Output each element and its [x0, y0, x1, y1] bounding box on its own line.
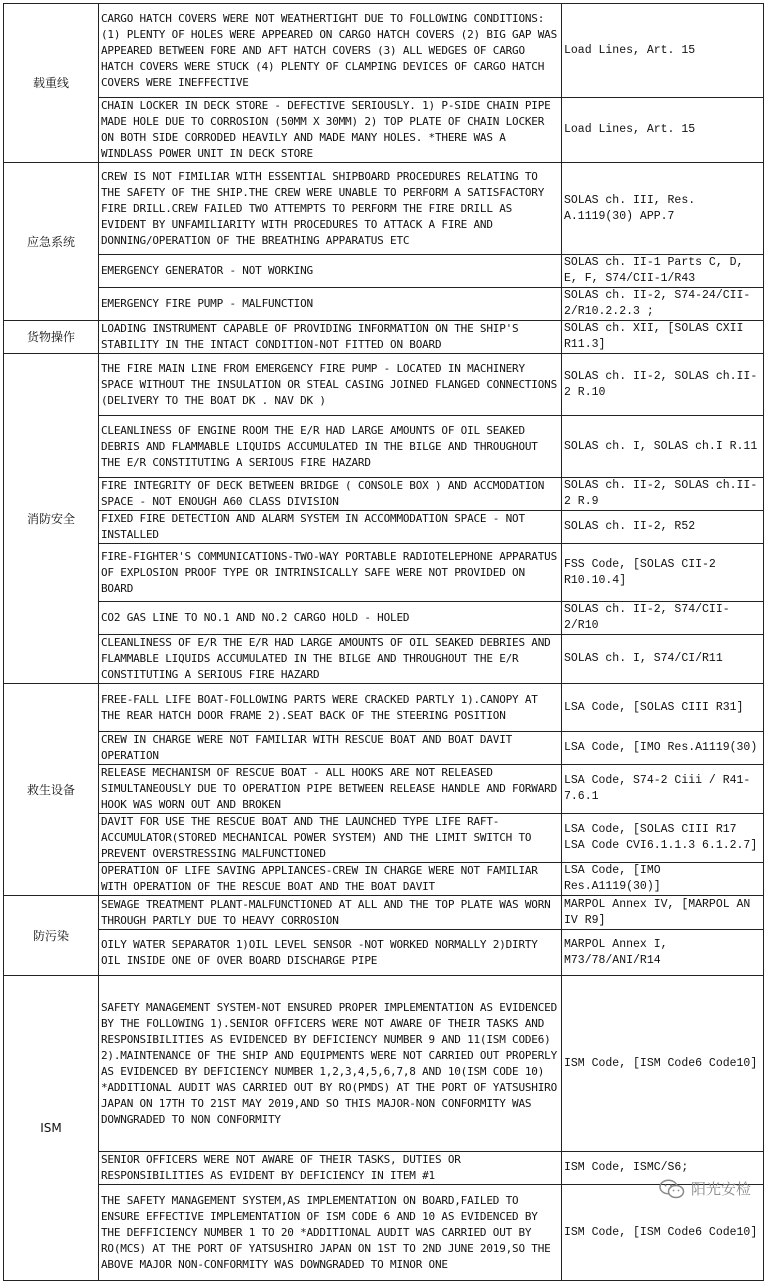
convention-reference: Load Lines, Art. 15: [562, 4, 764, 98]
convention-reference: SOLAS ch. I, S74/CI/R11: [562, 635, 764, 684]
deficiency-description: CREW IN CHARGE WERE NOT FAMILIAR WITH RESCUE BOAT AND BOAT DAVIT OPERATION: [99, 732, 562, 765]
deficiency-table: [3, 3, 764, 1281]
deficiency-description: SAFETY MANAGEMENT SYSTEM-NOT ENSURED PROPER IMPLEMENTATION AS EVIDENCED BY THE FOLLOWING 1).SENIOR OFFICERS WERE NOT AWARE OF THEIR TASKS AND RESPONSIBILITIES AS EVIDENCED BY DEFICIENCY NUMBER 9 AND 11(ISM CODE6) 2).MAINTENANCE OF THE SHIP AND EQUIPMENTS WERE NOT CARRIED OUT PROPERLY AS EVIDENCED BY DEFICIENCY NUMBER 1,2,3,4,5,6,7,8 AND 10(ISM CODE 10) *ADDITIONAL AUDIT WAS CARRIED OUT BY RO(PMDS) AT THE PORT OF YATSUSHIRO JAPAN ON 17TH TO 21ST MAY 2019,AND SO THIS MAJOR-NON CONFORMITY WAS DOWNGRADED TO NON CONFORMITY: [99, 976, 562, 1152]
convention-reference: Load Lines, Art. 15: [562, 98, 764, 163]
table-row: [4, 732, 764, 765]
table-row: [4, 288, 764, 321]
convention-reference: LSA Code, [IMO Res.A1119(30): [562, 732, 764, 765]
convention-reference: SOLAS ch. XII, [SOLAS CXII R11.3]: [562, 321, 764, 354]
category-cell: 应急系统: [4, 163, 99, 321]
deficiency-description: FIRE-FIGHTER'S COMMUNICATIONS-TWO-WAY PORTABLE RADIOTELEPHONE APPARATUS OF EXPLOSION PROOF TYPE OR INTRINSICALLY SAFE WERE NOT PROVIDED ON BOARD: [99, 544, 562, 602]
deficiency-description: THE FIRE MAIN LINE FROM EMERGENCY FIRE PUMP - LOCATED IN MACHINERY SPACE WITHOUT THE INSULATION OR STEAL CASING JOINED FLANGED CONNECTIONS (DELIVERY TO THE BOAT DK . NAV DK ): [99, 354, 562, 416]
table-row: [4, 976, 764, 1152]
watermark-text: 阳光安检: [690, 1180, 751, 1198]
deficiency-description: RELEASE MECHANISM OF RESCUE BOAT - ALL HOOKS ARE NOT RELEASED SIMULTANEOUSLY DUE TO OPERATION PIPE BETWEEN RELEASE HANDLE AND FORWARD HOOK WAS WORN OUT AND BROKEN: [99, 765, 562, 814]
category-cell: 货物操作: [4, 321, 99, 354]
table-row: [4, 354, 764, 416]
deficiency-description: EMERGENCY FIRE PUMP - MALFUNCTION: [99, 288, 562, 321]
convention-reference: LSA Code, [SOLAS CIII R31]: [562, 684, 764, 732]
deficiency-description: FREE-FALL LIFE BOAT-FOLLOWING PARTS WERE CRACKED PARTLY 1).CANOPY AT THE REAR HATCH DOOR FRAME 2).SEAT BACK OF THE STEERING POSITION: [99, 684, 562, 732]
table-row: [4, 896, 764, 930]
convention-reference: SOLAS ch. II-2, S74/CII-2/R10: [562, 602, 764, 635]
deficiency-description: CO2 GAS LINE TO NO.1 AND NO.2 CARGO HOLD - HOLED: [99, 602, 562, 635]
wechat-icon: [659, 1179, 685, 1199]
table-row: [4, 4, 764, 98]
table-row: [4, 321, 764, 354]
table-row: [4, 416, 764, 478]
deficiency-description: LOADING INSTRUMENT CAPABLE OF PROVIDING INFORMATION ON THE SHIP'S STABILITY IN THE INTACT CONDITION-NOT FITTED ON BOARD: [99, 321, 562, 354]
table-row: [4, 863, 764, 896]
table-row: [4, 814, 764, 863]
table-row: [4, 930, 764, 976]
convention-reference: SOLAS ch. I, SOLAS ch.I R.11: [562, 416, 764, 478]
deficiency-description: SEWAGE TREATMENT PLANT-MALFUNCTIONED AT ALL AND THE TOP PLATE WAS WORN THROUGH PARTLY DUE TO HEAVY CORROSION: [99, 896, 562, 930]
deficiency-description: DAVIT FOR USE THE RESCUE BOAT AND THE LAUNCHED TYPE LIFE RAFT-ACCUMULATOR(STORED MECHANICAL POWER SYSTEM) AND THE LIMIT SWITCH TO PREVENT OVERSTRESSING MALFUNCTIONED: [99, 814, 562, 863]
convention-reference: LSA Code, [IMO Res.A1119(30)]: [562, 863, 764, 896]
convention-reference: SOLAS ch. II-1 Parts C, D, E, F, S74/CII-1/R43: [562, 255, 764, 288]
table-row: [4, 684, 764, 732]
table-body: [4, 4, 764, 1281]
convention-reference: SOLAS ch. II-2, S74-24/CII-2/R10.2.2.3 ;: [562, 288, 764, 321]
table-row: [4, 1185, 764, 1281]
deficiency-description: CARGO HATCH COVERS WERE NOT WEATHERTIGHT DUE TO FOLLOWING CONDITIONS: (1) PLENTY OF HOLES WERE APPEARED ON CARGO HATCH COVERS (2) BIG GAP WAS APPEARED BETWEEN FORE AND AFT HATCH COVERS (3) ALL WEDGES OF CARGO HATCH COVERS WERE STUCK (4) PLENTY OF CLAMPING DEVICES OF CARGO HATCH COVERS WERE INEFFECTIVE: [99, 4, 562, 98]
convention-reference: MARPOL Annex I, M73/78/ANI/R14: [562, 930, 764, 976]
convention-reference: ISM Code, [ISM Code6 Code10]: [562, 1185, 764, 1281]
deficiency-description: OPERATION OF LIFE SAVING APPLIANCES-CREW IN CHARGE WERE NOT FAMILIAR WITH OPERATION OF THE RESCUE BOAT AND THE BOAT DAVIT: [99, 863, 562, 896]
table-row: [4, 544, 764, 602]
convention-reference: LSA Code, [SOLAS CIII R17 LSA Code CVI6.1.1.3 6.1.2.7]: [562, 814, 764, 863]
category-cell: 载重线: [4, 4, 99, 163]
table-row: [4, 635, 764, 684]
table-row: [4, 98, 764, 163]
convention-reference: ISM Code, [ISM Code6 Code10]: [562, 976, 764, 1152]
category-cell: 救生设备: [4, 684, 99, 896]
deficiency-description: SENIOR OFFICERS WERE NOT AWARE OF THEIR TASKS, DUTIES OR RESPONSIBILITIES AS EVIDENT BY DEFICIENCY IN ITEM #1: [99, 1152, 562, 1185]
table-row: [4, 602, 764, 635]
table-row: [4, 255, 764, 288]
deficiency-description: CLEANLINESS OF E/R THE E/R HAD LARGE AMOUNTS OF OIL SEAKED DEBRIES AND FLAMMABLE LIQUIDS ACCUMULATED IN THE BILGE AND THROUGHOUT THE E/R CONSTITUTING A SERIOUS FIRE HAZARD: [99, 635, 562, 684]
category-cell: ISM: [4, 976, 99, 1281]
deficiency-description: EMERGENCY GENERATOR - NOT WORKING: [99, 255, 562, 288]
deficiency-description: OILY WATER SEPARATOR 1)OIL LEVEL SENSOR -NOT WORKED NORMALLY 2)DIRTY OIL INSIDE ONE OF OVER BOARD DISCHARGE PIPE: [99, 930, 562, 976]
watermark: [659, 1178, 751, 1199]
category-cell: 消防安全: [4, 354, 99, 684]
deficiency-description: CHAIN LOCKER IN DECK STORE - DEFECTIVE SERIOUSLY. 1) P-SIDE CHAIN PIPE MADE HOLE DUE TO CORROSION (50MM X 30MM) 2) TOP PLATE OF CHAIN LOCKER ON BOTH SIDE CORRODED HEAVILY AND MADE MANY HOLES. *THERE WAS A WINDLASS POWER UNIT IN DECK STORE: [99, 98, 562, 163]
convention-reference: SOLAS ch. II-2, SOLAS ch.II-2 R.10: [562, 354, 764, 416]
table-row: [4, 765, 764, 814]
convention-reference: MARPOL Annex IV, [MARPOL AN IV R9]: [562, 896, 764, 930]
deficiency-description: CREW IS NOT FIMILIAR WITH ESSENTIAL SHIPBOARD PROCEDURES RELATING TO THE SAFETY OF THE SHIP.THE CREW WERE UNABLE TO PERFORM A SATISFACTORY FIRE DRILL.CREW FAILED TWO ATTEMPTS TO PERFORM THE FIRE DRILL AS EVIDENT BY UNFAMILIARITY WITH PROCEDURES TO ATTACK A FIRE AND DONNING/OPERATION OF THE BREATHING APPARATUS ETC: [99, 163, 562, 255]
convention-reference: SOLAS ch. III, Res. A.1119(30) APP.7: [562, 163, 764, 255]
table-row: [4, 163, 764, 255]
category-cell: 防污染: [4, 896, 99, 976]
deficiency-description: THE SAFETY MANAGEMENT SYSTEM,AS IMPLEMENTATION ON BOARD,FAILED TO ENSURE EFFECTIVE IMPLEMENTATION OF ISM CODE 6 AND 10 AS EVIDENCED BY THE DEFFICIENCY NUMBER 1 TO 20 *ADDITIONAL AUDIT WAS CARRIED OUT BY RO(MCS) AT THE PORT OF YATSUSHIRO JAPAN ON 1ST TO 2ND JUNE 2019,SO THE ABOVE MAJOR NON-CONFORMITY WAS DOWNGRADED TO MINOR ONE: [99, 1185, 562, 1281]
table-row: [4, 1152, 764, 1185]
table-row: [4, 511, 764, 544]
table-row: [4, 478, 764, 511]
convention-reference: SOLAS ch. II-2, SOLAS ch.II-2 R.9: [562, 478, 764, 511]
convention-reference: LSA Code, S74-2 Ciii / R41-7.6.1: [562, 765, 764, 814]
deficiency-description: FIRE INTEGRITY OF DECK BETWEEN BRIDGE ( CONSOLE BOX ) AND ACCMODATION SPACE - NOT ENOUGH A60 CLASS DIVISION: [99, 478, 562, 511]
convention-reference: ISM Code, ISMC/S6;: [562, 1152, 764, 1185]
convention-reference: FSS Code, [SOLAS CII-2 R10.10.4]: [562, 544, 764, 602]
convention-reference: SOLAS ch. II-2, R52: [562, 511, 764, 544]
deficiency-description: FIXED FIRE DETECTION AND ALARM SYSTEM IN ACCOMMODATION SPACE - NOT INSTALLED: [99, 511, 562, 544]
deficiency-description: CLEANLINESS OF ENGINE ROOM THE E/R HAD LARGE AMOUNTS OF OIL SEAKED DEBRIS AND FLAMMABLE LIQUIDS ACCUMULATED IN THE BILGE AND THROUGHOUT THE E/R CONSTITUTING A SERIOUS FIRE HAZARD: [99, 416, 562, 478]
